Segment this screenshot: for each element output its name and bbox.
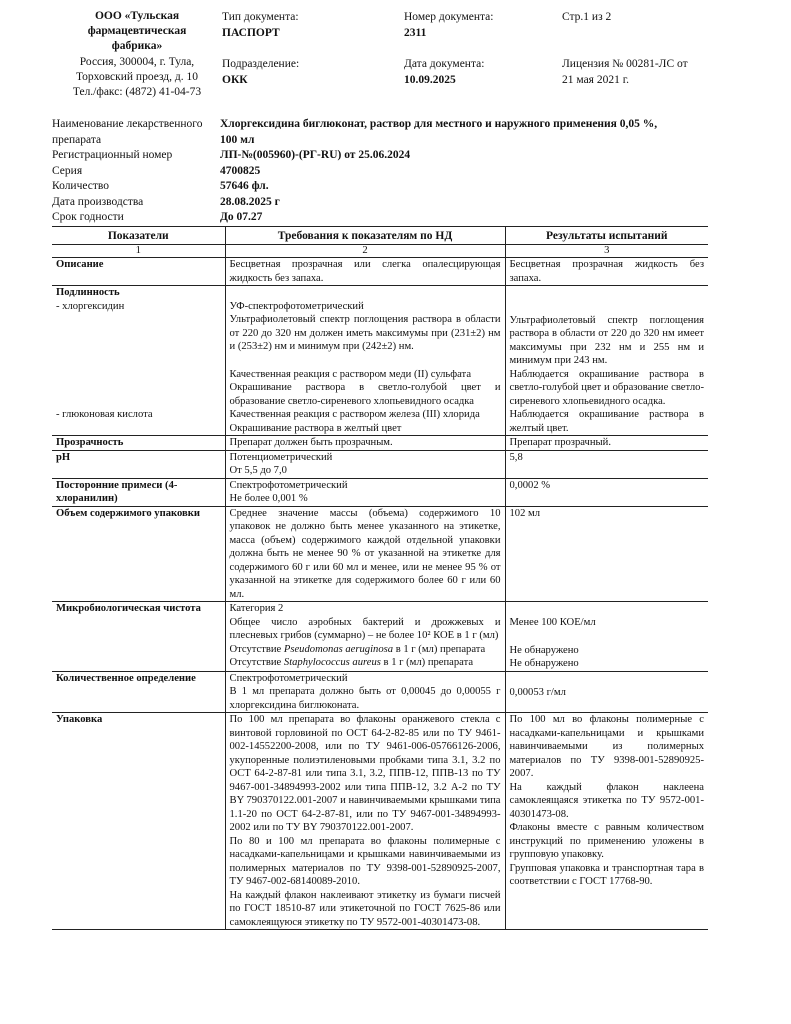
result-text: Наблюдается окрашивание раствора в светло-голубой цвет и образование светло-сиреневого хлопьевидного осадка. bbox=[509, 368, 704, 407]
license-line: 21 мая 2021 г. bbox=[562, 74, 630, 86]
result-text: 102 мл bbox=[509, 507, 541, 519]
address-line: Тел./факс: (4872) 41-04-73 bbox=[72, 86, 202, 98]
requirement-cell bbox=[225, 478, 505, 506]
requirement-text: Общее число аэробных бактерий и дрожжевых и плесневых грибов (суммарно) – не более 10² КОЕ в 1 г (мл) bbox=[229, 616, 501, 641]
info-key: Регистрационный номер bbox=[52, 149, 173, 161]
result-text: Менее 100 КОЕ/мл bbox=[509, 617, 596, 628]
doc-date-value: 10.09.2025 bbox=[404, 74, 456, 86]
table-row bbox=[52, 478, 708, 506]
requirement-cell bbox=[225, 436, 505, 451]
info-value: 57646 фл. bbox=[220, 180, 269, 192]
table-row bbox=[52, 671, 708, 713]
requirement-text: На каждый флакон наклеивают этикетку из бумаги писчей по ГОСТ 18510-87 или этикеточной по ГОСТ 7625-86 или самоклеящуюся этикетку по ТУ 9572-001-40301473-08. bbox=[229, 889, 501, 928]
info-key: Срок годности bbox=[52, 211, 124, 223]
table-row bbox=[52, 408, 708, 436]
requirement-text: По 80 и 100 мл препарата во флаконы полимерные с насадками-капельницами и крышками навинчиваемыми из полимерных материалов по ТУ 9398-001-52890925-2007, ТУ 9467-002-68140089-2010. bbox=[229, 835, 501, 887]
requirement-text: Качественная реакция с раствором железа (III) хлорида bbox=[229, 409, 480, 420]
result-cell bbox=[505, 258, 708, 286]
doc-type-value: ПАСПОРТ bbox=[222, 27, 280, 39]
department-value: ОКК bbox=[222, 74, 248, 86]
column-number: 2 bbox=[225, 245, 505, 258]
table-header-row bbox=[52, 227, 708, 245]
requirement-cell bbox=[225, 258, 505, 286]
info-value: 28.08.2025 г bbox=[220, 195, 280, 208]
species-name: Pseudomonas aeruginosa bbox=[283, 643, 394, 655]
department-label: Подразделение: bbox=[222, 58, 300, 70]
org-name-line: фабрика» bbox=[111, 40, 163, 52]
result-cell bbox=[505, 450, 708, 478]
doc-type-label: Тип документа: bbox=[222, 11, 299, 23]
result-text: Не обнаружено bbox=[509, 644, 579, 656]
column-number-row bbox=[52, 245, 708, 258]
indicator-label: Посторонние примеси (4-хлоранилин) bbox=[52, 478, 225, 506]
info-value: Хлоргексидина биглюконат, раствор для местного и наружного применения 0,05 %, bbox=[220, 118, 658, 130]
requirement-cell bbox=[225, 713, 505, 930]
requirement-cell bbox=[225, 671, 505, 713]
result-cell bbox=[505, 713, 708, 930]
result-text: 5,8 bbox=[509, 451, 523, 463]
address-line: Россия, 300004, г. Тула, bbox=[79, 56, 195, 68]
info-value: 4700825 bbox=[220, 164, 261, 177]
requirement-cell bbox=[225, 506, 505, 602]
indicator-label: Упаковка bbox=[52, 713, 225, 930]
product-info bbox=[52, 117, 712, 226]
doc-date-field bbox=[404, 56, 484, 88]
result-cell bbox=[505, 506, 708, 602]
doc-date-label: Дата документа: bbox=[404, 58, 485, 70]
doc-number-field bbox=[404, 9, 493, 41]
license-info bbox=[562, 56, 688, 88]
info-key: Серия bbox=[52, 164, 83, 177]
result-cell bbox=[505, 300, 708, 409]
info-row bbox=[52, 133, 712, 149]
info-key: Дата производства bbox=[52, 195, 144, 208]
requirement-text: Ультрафиолетовый спектр поглощения раствора в области от 220 до 320 нм должен иметь максимумы при (231±2) нм и (253±2) нм и минимум при (242±2) нм. bbox=[229, 314, 501, 352]
result-text: Не обнаружено bbox=[509, 658, 579, 669]
requirement-text: Отсутствие Pseudomonas aeruginosa в 1 г (мл) препарата bbox=[229, 643, 486, 655]
table-row bbox=[52, 258, 708, 286]
requirement-text: Качественная реакция с раствором меди (II) сульфата bbox=[229, 368, 472, 380]
table-row bbox=[52, 602, 708, 672]
license-line: Лицензия № 00281-ЛС от bbox=[562, 58, 688, 70]
result-cell bbox=[505, 286, 708, 300]
requirement-text: Спектрофотометрический bbox=[229, 479, 348, 491]
requirement-text: УФ-спектрофотометрический bbox=[229, 300, 364, 312]
test-results-table bbox=[52, 226, 708, 930]
requirement-text: Не более 0,001 % bbox=[229, 493, 308, 504]
info-row bbox=[52, 195, 712, 211]
requirement-text: Спектрофотометрический bbox=[229, 672, 348, 684]
info-row bbox=[52, 164, 712, 180]
info-value: До 07.27 bbox=[220, 211, 263, 223]
result-text: Ультрафиолетовый спектр поглощения раствора в области от 220 до 320 нм имеет максимумы при 232 нм и 255 нм и минимум при 243 нм. bbox=[509, 314, 704, 366]
info-row bbox=[52, 179, 712, 195]
requirement-cell bbox=[225, 300, 505, 409]
column-number: 1 bbox=[52, 245, 225, 258]
column-number: 3 bbox=[505, 245, 708, 258]
info-row bbox=[52, 210, 712, 226]
result-text: 0,0002 % bbox=[509, 479, 551, 491]
result-cell bbox=[505, 436, 708, 451]
table-row bbox=[52, 713, 708, 930]
indicator-label: Количественное определение bbox=[52, 671, 225, 713]
organization-address bbox=[52, 55, 222, 100]
requirement-cell bbox=[225, 408, 505, 436]
requirement-text: По 100 мл препарата во флаконы оранжевого стекла с винтовой горловиной по ОСТ 64-2-82-85 или по ТУ 9461-002-14552200-2008, или по ТУ 9461-006-05766126-2006, укупоренные полиэтиленовыми пробками типа 3.1, 3.2 по ОСТ 64-2-87-81 или типа 3.1, 3.2, ППВ-12, ППВ-13 по ТУ 9467-001-34894993-2002 или типа ППВ-12, 3.2 А-2 по ТУ BY 790370122.001-2007 и навинчиваемыми крышками типа 1.1-20 по ОСТ 64-2-87-81, или по ТУ 9467-001-34894993-2002 или по ТУ BY 790370122.001-2007. bbox=[229, 714, 501, 833]
result-cell bbox=[505, 602, 708, 672]
requirement-text: От 5,5 до 7,0 bbox=[229, 465, 287, 476]
column-header: Показатели bbox=[52, 227, 225, 245]
requirement-text: Категория 2 bbox=[229, 603, 284, 614]
indicator-label: Объем содержимого упаковки bbox=[52, 506, 225, 602]
info-key: Количество bbox=[52, 180, 109, 192]
indicator-label: Прозрачность bbox=[52, 436, 225, 451]
requirement-text: Препарат должен быть прозрачным. bbox=[229, 437, 393, 448]
column-header: Результаты испытаний bbox=[505, 227, 708, 245]
species-name: Staphylococcus aureus bbox=[283, 657, 381, 668]
result-text: Наблюдается окрашивание раствора в желтый цвет. bbox=[509, 409, 704, 434]
indicator-label: рН bbox=[52, 450, 225, 478]
table-row bbox=[52, 286, 708, 300]
result-text: На каждый флакон наклеена самоклеящаяся этикетка по ТУ 9572-001-40301473-08. bbox=[509, 781, 704, 820]
requirement-cell bbox=[225, 286, 505, 300]
info-row bbox=[52, 117, 712, 133]
table-row bbox=[52, 450, 708, 478]
info-row bbox=[52, 148, 712, 164]
result-text: По 100 мл во флаконы полимерные с насадками-капельницами и крышками навинчиваемыми из полимерных материалов по ТУ 9398-001-52890925-2007. bbox=[509, 714, 704, 779]
requirement-text: Бесцветная прозрачная или слегка опалесцирующая жидкость без запаха. bbox=[229, 259, 501, 284]
result-text: Флаконы вместе с равным количеством инструкций по применению уложены в групповую упаковку. bbox=[509, 822, 704, 860]
indicator-label: - глюконовая кислота bbox=[52, 408, 225, 436]
result-cell bbox=[505, 671, 708, 713]
result-cell bbox=[505, 408, 708, 436]
requirement-cell bbox=[225, 450, 505, 478]
page-indicator: Стр.1 из 2 bbox=[562, 11, 612, 23]
department-field bbox=[222, 56, 299, 88]
result-text: Препарат прозрачный. bbox=[509, 437, 611, 448]
result-text: Бесцветная прозрачная жидкость без запаха. bbox=[509, 259, 704, 284]
address-line: Торховский проезд, д. 10 bbox=[75, 71, 199, 83]
column-header: Требования к показателям по НД bbox=[225, 227, 505, 245]
result-text: 0,00053 г/мл bbox=[509, 686, 566, 698]
table-row bbox=[52, 506, 708, 602]
indicator-label: - хлоргексидин bbox=[52, 300, 225, 409]
result-cell bbox=[505, 478, 708, 506]
requirement-text: Потенциометрический bbox=[229, 451, 333, 463]
requirement-text: Среднее значение массы (объема) содержимого 10 упаковок не должно быть менее указанного на этикетке, масса (объем) содержимого каждой отдельной упаковки должна быть не менее 90 % от указанной на этикетке для содержимого 60 г или 60 мл и менее, или не менее 95 % от указанной на этикетке для содержимого более 60 г или 60 мл. bbox=[229, 507, 501, 600]
indicator-label: Подлинность bbox=[52, 286, 225, 300]
requirement-text: Окрашивание раствора в светло-голубой цвет и образование светло-сиреневого хлопьевидного осадка bbox=[229, 382, 501, 407]
table-row bbox=[52, 436, 708, 451]
org-name-line: ООО «Тульская bbox=[94, 10, 180, 22]
info-key: препарата bbox=[52, 133, 102, 146]
indicator-label: Микробиологическая чистота bbox=[52, 602, 225, 672]
info-key: Наименование лекарственного bbox=[52, 118, 203, 130]
info-value: 100 мл bbox=[220, 133, 255, 146]
requirement-cell bbox=[225, 602, 505, 672]
doc-type-field bbox=[222, 9, 299, 41]
table-row bbox=[52, 300, 708, 409]
requirement-text: Окрашивание раствора в желтый цвет bbox=[229, 422, 402, 434]
requirement-text: В 1 мл препарата должно быть от 0,00045 до 0,00055 г хлоргексидина биглюконата. bbox=[229, 686, 501, 711]
doc-number-value: 2311 bbox=[404, 27, 427, 39]
doc-number-label: Номер документа: bbox=[404, 11, 494, 23]
result-text: Групповая упаковка и транспортная тара в соответствии с ГОСТ 17768-90. bbox=[509, 862, 704, 887]
organization-name bbox=[52, 9, 222, 54]
org-name-line: фармацевтическая bbox=[87, 25, 187, 37]
info-value: ЛП-№(005960)-(РГ-RU) от 25.06.2024 bbox=[220, 149, 411, 161]
requirement-text: Отсутствие Staphylococcus aureus в 1 г (мл) препарата bbox=[229, 657, 474, 668]
indicator-label: Описание bbox=[52, 258, 225, 286]
